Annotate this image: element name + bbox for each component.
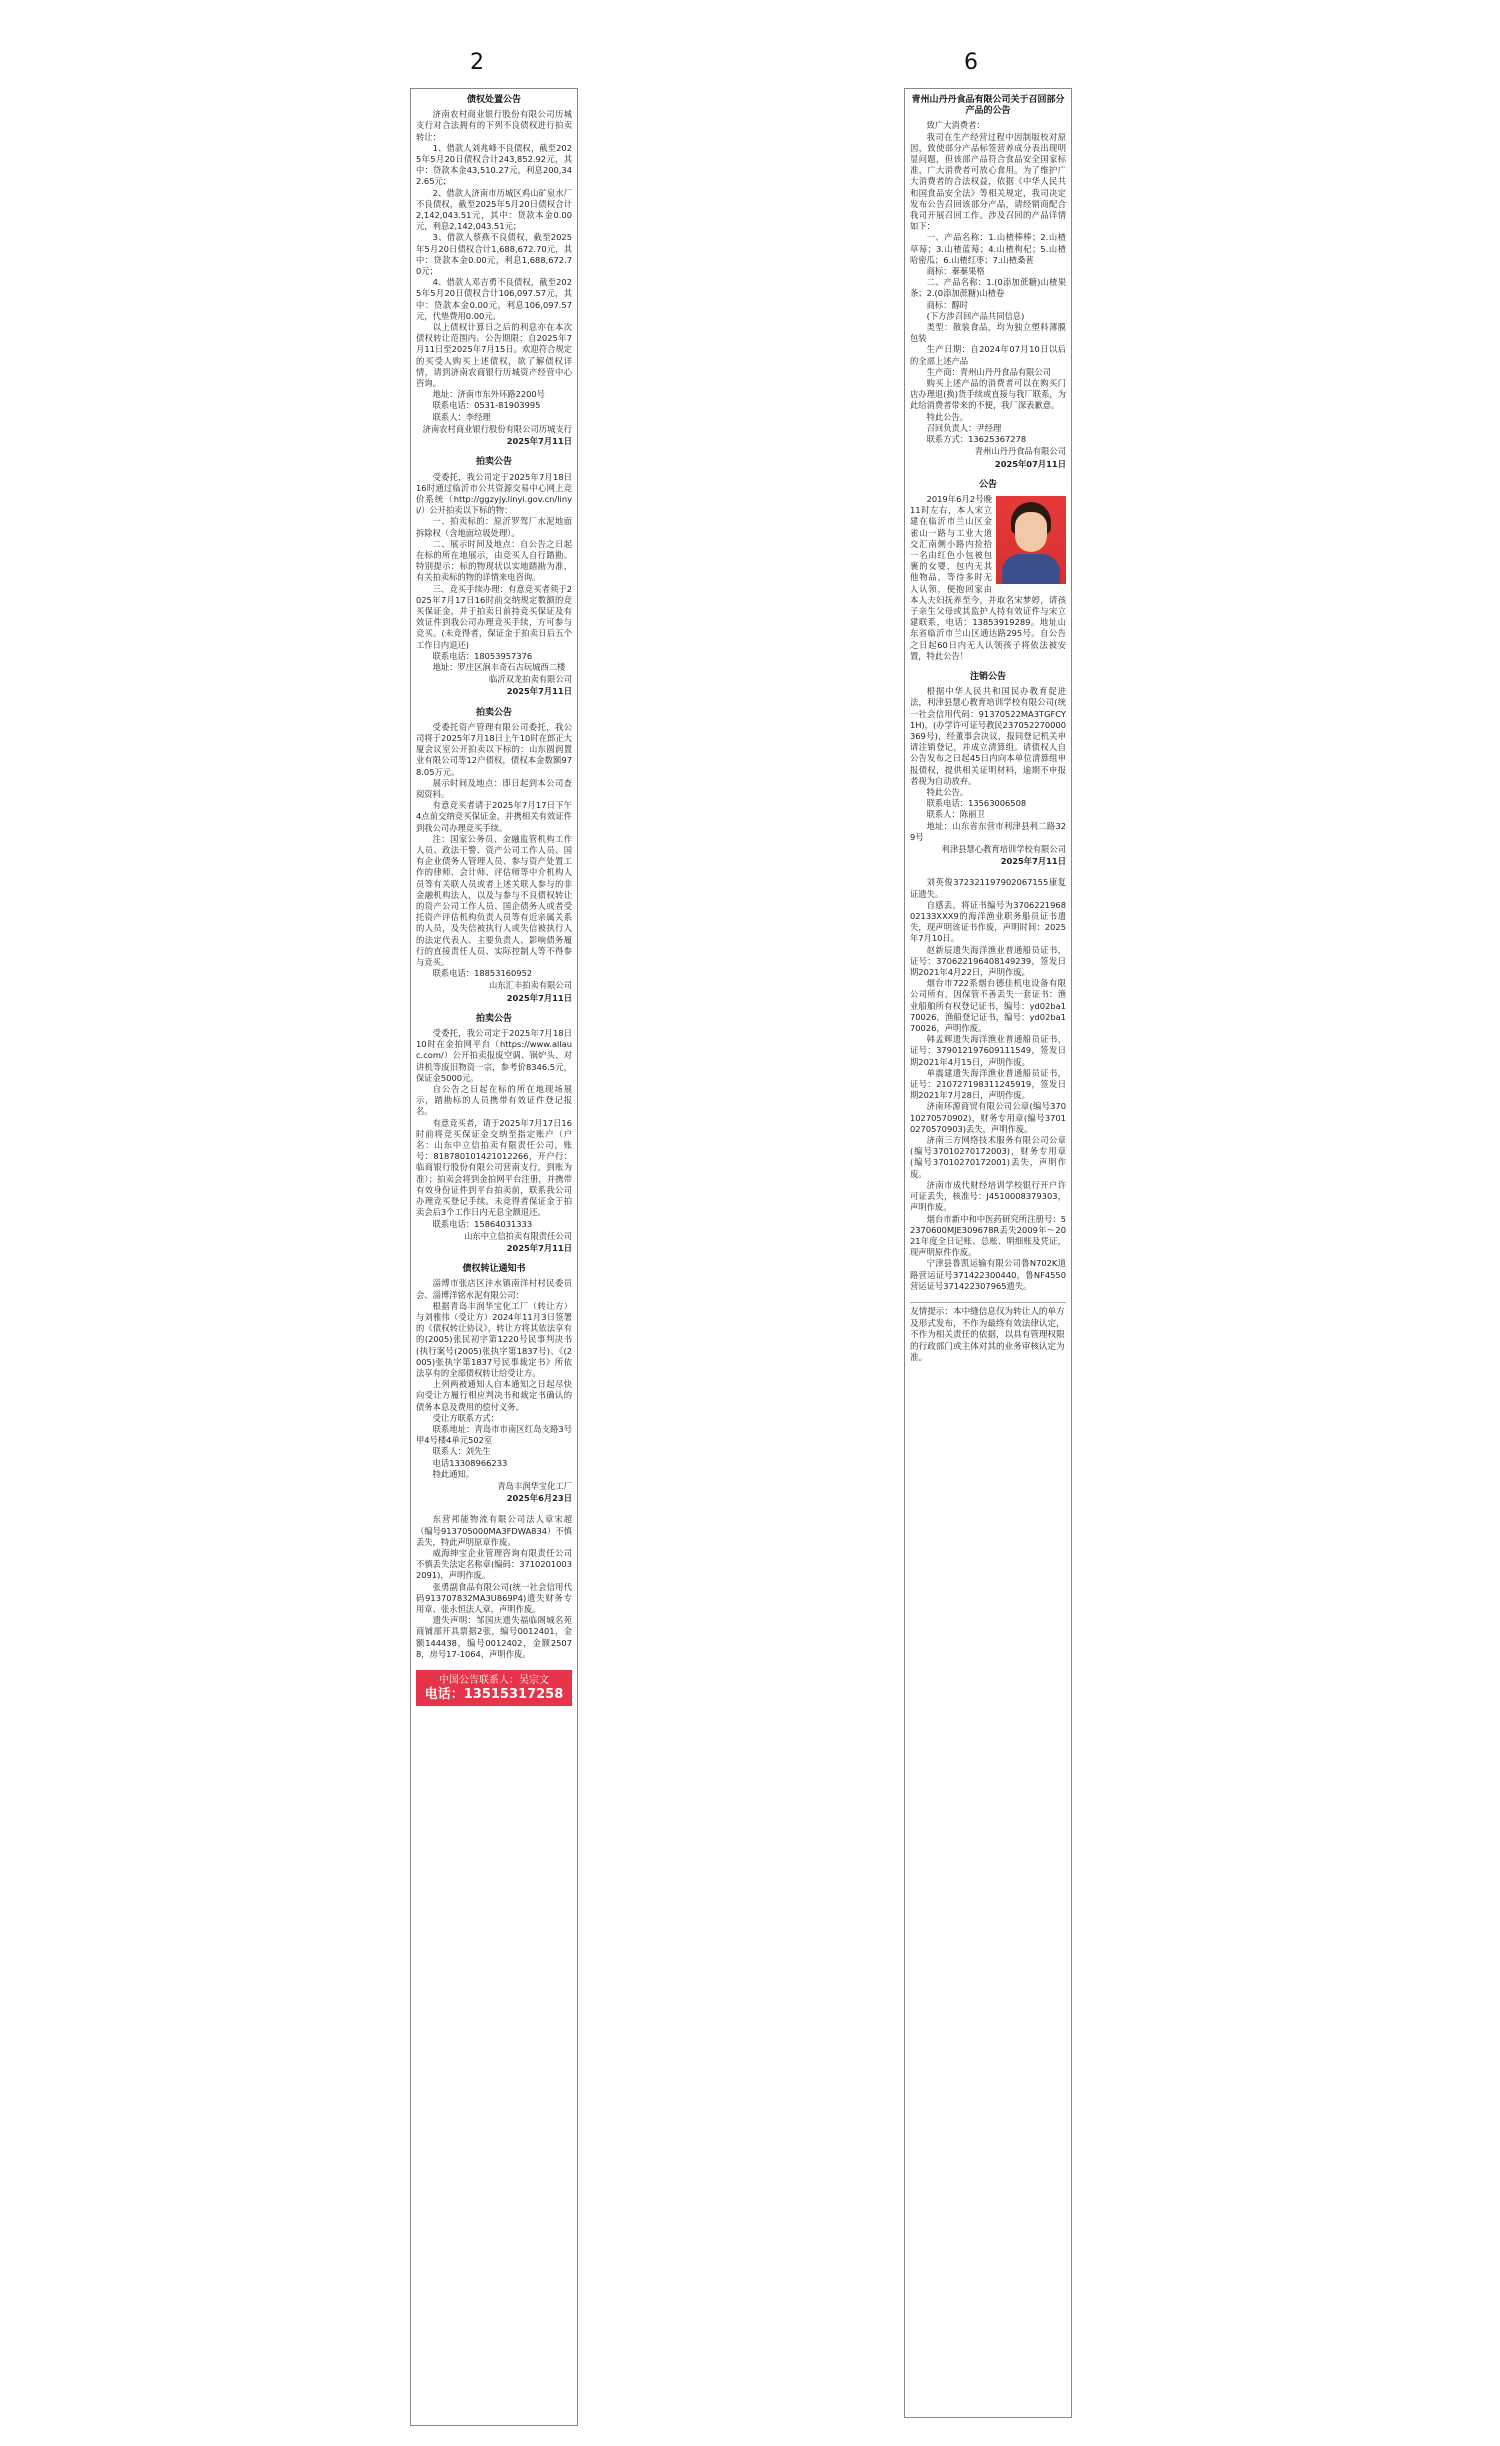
announcement [910,877,1066,1292]
announcement-signer: 济南农村商业银行股份有限公司历城支行 [422,423,572,434]
announcement-paragraph: 淄博市张店区沣水镇南洋村村民委员会、淄博洋铭水泥有限公司： [416,1278,572,1300]
announcement-paragraph: 以上债权计算日之后的利息亦在本次债权转让范围内。公告期限：自2025年7月11日至2025年7月15日。欢迎符合规定的买受人购买上述债权，欲了解债权详情，请到济南农商银行历城资产经营中心咨询。 [416,322,572,389]
announcement-paragraph: 2、借款人济南市历城区鸡山矿泉水厂不良债权，截至2025年5月20日债权合计2,142,043.51元，其中：贷款本金0.00元，利息2,142,043.51元； [416,187,572,232]
announcement [416,1014,572,1254]
announcement-title: 拍卖公告 [475,457,512,468]
announcement [910,672,1066,867]
announcement-signer: 利津县慧心教育培训学校有限公司 [941,844,1066,854]
announcement-paragraph: 商标：蓁蓁果格 [926,266,985,277]
announcement-date: 2025年7月11日 [506,436,572,447]
announcement-paragraph: 济南三方网络技术服务有限公司公章(编号37010270172003)，财务专用章(编号37010270172001)丢失，声明作废。 [910,1135,1066,1179]
announcement-date: 2025年7月11日 [506,1242,572,1253]
announcement-paragraph: 购买上述产品的消费者可以在购买门店办理退(换)货手续或直接与我厂联系，为此给消费者带来的不便，我厂深表歉意。 [910,378,1066,411]
announcement-paragraph: 电话13308966233 [432,1457,508,1468]
announcement-title: 公告 [978,479,997,490]
announcement-paragraph: 联系人：刘先生 [432,1446,491,1457]
announcement [416,457,572,697]
announcement [416,708,572,1004]
announcement-title: 债权转让通知书 [462,1264,526,1275]
announcement [910,480,1066,662]
announcement-paragraph: 单震建遗失海洋渔业普通船员证书，证号：210727198311245919，签发日期2021年7月28日，声明作废。 [910,1067,1066,1101]
announcement-paragraph: 地址：山东省东营市利津县利二路329号 [910,820,1066,842]
announcement-title: 拍卖公告 [475,707,512,718]
announcement-paragraph: 类型：散装食品，均为独立塑料薄膜包装 [910,322,1066,344]
page-number-left: 2 [470,50,484,75]
announcement-paragraph: 济南市成代财经培训学校银行开户许可证丢失，核准号：J4510008379303，声明作废。 [910,1179,1066,1213]
announcement-paragraph: 联系人：李经理 [432,411,491,422]
announcement-date: 2025年7月11日 [506,992,572,1003]
page-number-right: 6 [964,50,978,75]
announcement-paragraph: 3、借款人蔡燕不良债权，截至2025年5月20日债权合计1,688,672.70元，其中：贷款本金0.00元，利息1,688,672.70元； [416,232,572,277]
announcement-paragraph: 4、借款人邓吉勇不良债权，截至2025年5月20日债权合计106,097.57元，其中：贷款本金0.00元，利息106,097.57元，代垫费用0.00元。 [416,277,572,321]
announcement-date: 2025年07月11日 [994,458,1066,469]
announcement-paragraph: 宁津县鲁凯运输有限公司鲁N702K道路营运证号371422300440，鲁NF4550营运证号371422307965遗失。 [910,1258,1066,1291]
announcement-paragraph: 特此公告。 [926,786,969,797]
announcement-signer: 临沂双龙拍卖有限公司 [489,674,572,685]
announcement-paragraph: 联系人：陈丽卫 [926,809,985,820]
announcement-paragraph: 展示时间及地点：即日起到本公司查阅资料。 [416,777,572,799]
contact-person: 中国公告联系人：吴宗文 [439,1675,549,1687]
announcement-title: 拍卖公告 [475,1013,512,1024]
announcement-paragraph: 联系电话：0531-81903995 [432,400,541,411]
announcement-paragraph: 联系电话：13563006508 [926,798,1027,809]
announcement-title: 注销公告 [969,671,1006,682]
announcement-paragraph: 联系电话：18853160952 [432,968,533,979]
announcement-signer: 山东汇丰拍卖有限公司 [489,980,572,991]
announcement-date: 2025年7月11日 [1000,856,1066,867]
announcement [416,1514,572,1660]
announcement-paragraph: 自感丢，将证书编号为370622196802133XXX9的海洋渔业职务船员证书遗失，现声明该证书作废，声明时间：2025年7月10日。 [910,899,1066,944]
announcement-paragraph: 二、产品名称：1.(0添加蔗糖)山楂果条；2.(0添加蔗糖)山楂卷 [910,277,1066,299]
announcement-paragraph: 一、产品名称：1.山楂棒棒；2.山楂草莓；3.山楂蓝莓；4.山楂枸杞；5.山楂哈密瓜；6.山楂红枣；7.山楂桑葚 [910,232,1066,265]
announcement-paragraph: 上列两被通知人自本通知之日起尽快向受让方履行相应判决书和裁定书确认的债务本息及费用的偿付义务。 [416,1379,572,1412]
announcement-paragraph: 根据中华人民共和国民办教育促进法，利津县慧心教育培训学校有限公司(统一社会信用代码：91370522MA3TGFCY1H)，(办学许可证号教民237052270000369号)，经董事会决议，报同登记机关申请注销登记，并成立清算组。请债权人自公告发布之日起45日内向本单位清算组申报债权，提供相关证明材料，逾期不申报者视为自动放弃。 [910,686,1067,786]
announcement-paragraph: 受委托资产管理有限公司委托，我公司将于2025年7月18日上午10时在郎正大厦会议室公开拍卖以下标的：山东圆润置业有限公司等12户债权，债权本金数额978.05万元。 [416,721,572,777]
child-photo [996,496,1066,584]
announcement-date: 2025年7月11日 [506,686,572,697]
announcement [416,95,572,447]
announcement-paragraph: 济南环源商贸有限公司公章(编号37010270570902)，财务专用章(编号37010270570903)丢失，声明作废。 [910,1101,1066,1134]
announcement-paragraph: 地址：济南市东外环路2200号 [432,389,545,400]
announcement-paragraph: 张勇副食品有限公司(统一社会信用代码913707832MA3U869P4)遗失财务专用章、张永恒法人章，声明作废。 [416,1581,572,1614]
announcement-paragraph: 根据青岛丰润华宝化工厂（转让方）与刘雅伟（受让方）2024年11月3日签署的《债权转让协议》，转让方将其依法享有的(2005)张民初字第1220号民事判决书(执行案号(2005)张执字第1837号)、《(2005)张执字第1837号民事裁定书》所依法享有的全部债权转让给受让方。 [416,1300,572,1378]
announcement-paragraph: 赵新辰遗失海洋渔业普通船员证书，证号：370622196408149239，签发日期2021年4月22日，声明作废。 [910,944,1066,978]
announcement-paragraph: 受委托，我公司定于2025年7月18日16时通过临沂市公共资源交易中心网上竞价系统（http://ggzyjy.linyi.gov.cn/linyi/）公开拍卖以下标的物： [416,471,572,516]
announcement-title: 债权处置公告 [466,95,521,105]
announcement [416,1264,572,1504]
announcement-paragraph: 地址：罗庄区涧丰奇石古玩城西二楼 [432,661,566,672]
announcement-paragraph: 联系地址：青岛市市南区红岛支路3号甲4号楼4单元502室 [416,1423,572,1446]
announcement-paragraph: 特此公告。 [926,411,969,422]
announcement-date: 2025年6月23日 [506,1493,572,1504]
left-announcement-column [410,88,578,2426]
announcement-signer: 山东中立信拍卖有限责任公司 [464,1230,572,1241]
announcement-paragraph: 2019年6月2号晚11时左右，本人宋立建在临沂市兰山区金雀山一路与工业大道交汇南侧小路内捡拾一名由红色小包被包裹的女婴，包内无其他物品，等待多时无人认领，便抱回家由本人夫妇抚养至今，并取名宋梦婷，请孩子亲生父母或其监护人持有效证件与宋立建联系，电话：13853919289。地址山东省临沂市兰山区通达路295号。自公告之日起60日内无人认领孩子将依法被安置，特此公告！ [910,493,1066,661]
announcement-paragraph: 有意竞买者请于2025年7月17日下午4点前交纳竞买保证金，并携相关有效证件到我公司办理竞买手续。 [416,800,572,833]
announcement-paragraph: 威海绅宝企业管理咨询有限责任公司不慎丢失法定名称章(编码：37102010032091)，声明作废。 [416,1547,572,1581]
announcement-paragraph: (下方涉召回产品共同信息) [926,310,1025,321]
announcement-paragraph: 生产日期：自2024年07月10日以后的全部上述产品 [910,344,1066,366]
announcement-paragraph: 1、借款人刘兆峰不良债权，截至2025年5月20日债权合计243,852.92元，其中：贷款本金43,510.27元，利息200,342.65元； [416,142,572,187]
announcement-paragraph: 有意竞买者，请于2025年7月17日16时前将竞买保证金交纳至指定账户（户名：山东中立信拍卖有限责任公司，账号：818780101421012266，开户行：临商银行股份有限公司营南支行，到账为准）；拍卖会将到金拍网平台注册，并携带有效身份证件到平台拍卖前，联系我公司办理竞买登记手续。未竞得者保证金于拍卖会后3个工作日内无息全额退还。 [416,1117,572,1218]
announcement-paragraph: 三、竞买手续办理：有意竞买者须于2025年7月17日16时前交纳规定数额的竞买保证金，并于拍卖日前持竞买保证及有效证件到我公司办理竞买手续，方可参与竞买。(未竞得者，保证金于拍卖日后五个工作日内退还) [416,583,572,650]
right-announcement-column [904,88,1072,2418]
announcement-paragraph: 东营邦能物流有限公司法人章宋超（编号913705000MA3FDWA834）不慎丢失，特此声明原章作废。 [416,1514,572,1547]
announcement-paragraph: 我司在生产经营过程中因制版校对原因，致使部分产品标签营养成分表出现明显问题，但该部产品符合食品安全国家标准，广大消费者可放心食用。为了维护广大消费者的合法权益，依据《中华人民共和国食品安全法》等相关规定，我司决定发布公告召回该部分产品，请经销商配合我司开展召回工作。涉及召回的产品详情如下： [910,131,1066,232]
announcement-paragraph: 韩孟辉遗失海洋渔业普通船员证书，证号：379012197609111549，签发日期2021年4月15日，声明作废。 [910,1034,1066,1067]
announcement-paragraph: 联系方式：13625367278 [926,434,1027,445]
contact-phone: 电话：13515317258 [424,1687,564,1703]
announcement-paragraph: 济南农村商业银行股份有限公司历城支行对合法拥有的下列不良债权进行拍卖转让： [416,109,572,142]
announcement-paragraph: 二、展示时间及地点：自公告之日起在标的所在地展示，由竞买人自行踏勘。特别提示：标的物现状以实地踏勘为准，有关拍卖标的物的详情来电咨询。 [416,538,572,583]
announcement-paragraph: 刘英俊372321197902067155康复证遗失。 [910,877,1066,899]
announcement-paragraph: 烟台市722系烟台德佳机电设备有限公司所有，因保管不善丢失一套证书：渔业船舶所有权登记证书，编号：yd02ba170026，渔船登记证书，编号：yd02ba170026，声明作废。 [910,978,1066,1034]
announcement-paragraph: 受委托，我公司定于2025年7月18日10时在金拍网平台（https://www.allauc.com/）公开拍卖报废空调、锅炉头、对讲机等废旧物资一宗，参考价8346.5元，保证金5000元。 [416,1028,572,1083]
announcement-paragraph: 受让方联系方式： [432,1412,499,1423]
announcement-paragraph: 召回负责人：尹经理 [926,422,1002,433]
announcement-paragraph: 联系电话：15864031333 [432,1218,533,1229]
announcement-paragraph: 联系电话：18053957376 [432,650,533,661]
announcement-paragraph: 自公告之日起在标的所在地现场展示，踏勘标的人员携带有效证件登记报名。 [416,1084,572,1117]
announcement-signer: 青岛丰润华宝化工厂 [497,1480,572,1491]
announcement-signer: 青州山丹丹食品有限公司 [974,446,1066,457]
announcement-paragraph: 致广大消费者： [926,120,985,131]
announcement-paragraph: 遗失声明：邹国庆遗失福临阁城名苑商铺部开具票据2张，编号0012401，金额144438，编号0012402，金额25078，房号17-1064，声明作废。 [416,1615,572,1659]
announcement-paragraph: 生产商：青州山丹丹食品有限公司 [926,366,1052,377]
announcement-paragraph: 注：国家公务员、金融监管机构工作人员、政法干警、资产公司工作人员、国有企业债务人管理人员、参与资产处置工作的律师、会计师、评估师等中介机构人员等有关联人员或者上述关联人参与的非金融机构法人，以及与参与不良债权转让的资产公司工作人员、国企债务人或者受托资产评估机构负责人员等有近亲属关系的人员，及失信被执行人或失信被执行人的法定代表人、主要负责人、影响债务履行的直接责任人员、实际控制人等不得参与竞买。 [416,833,572,968]
announcement-title: 青州山丹丹食品有限公司关于召回部分产品的公告 [911,95,1065,117]
announcement [910,95,1066,470]
announcement-paragraph: 一、拍卖标的：原沂罗驾厂水泥地面拆除权（含地面垃圾处理）。 [416,516,572,538]
contact-banner [416,1670,572,1706]
announcement-paragraph: 商标：醇时 [926,299,969,310]
announcement-paragraph: 特此通知。 [432,1468,475,1479]
friendly-notice: 友情提示：本中缝信息仅为转让人的单方及形式发布，不作为最终有效法律认定，不作为相关责任的依据，以具有管理权限的行政部门或主体对其的业务审核认定为准。 [910,1302,1066,1365]
announcement-paragraph: 烟台市新中和中医药研究所注册号：52370600MJE309678R丢失2009年～2021年度全日记账、总账、明细账及凭证，现声明原件作废。 [910,1213,1066,1258]
